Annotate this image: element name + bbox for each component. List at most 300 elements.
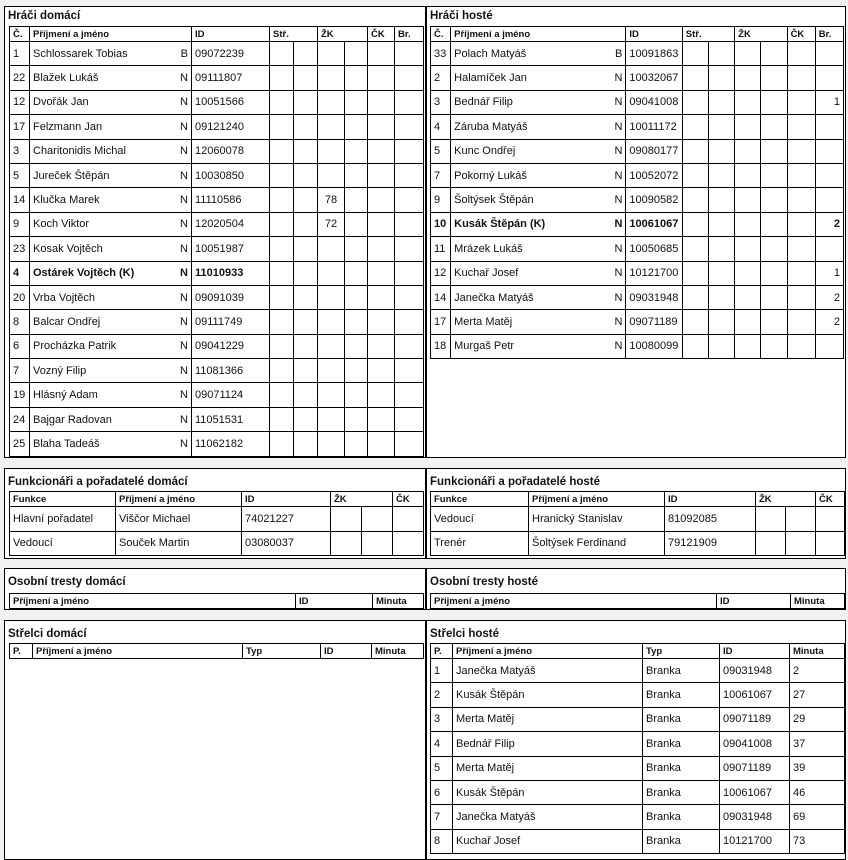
home-penalties-table: [9, 593, 424, 609]
goals-count: [395, 66, 424, 90]
away-officials-panel: [426, 468, 846, 559]
yellow-card-cell-2: [786, 507, 816, 532]
red-card-cell: [787, 115, 815, 139]
player-row: [10, 212, 424, 236]
goal-minute: 39: [790, 756, 845, 780]
player-id: 09111807: [192, 66, 270, 90]
goals-cell-1: [270, 310, 294, 334]
col-name: Příjmení a jméno: [10, 594, 296, 609]
player-number: 20: [10, 285, 30, 309]
player-position: B: [176, 42, 192, 66]
player-row: [431, 90, 844, 114]
player-number: 18: [431, 334, 451, 358]
red-card-cell: [368, 383, 395, 407]
col-no: Č.: [431, 27, 451, 42]
goals-cell-2: [708, 212, 734, 236]
goals-cell-2: [294, 237, 318, 261]
goals-cell-1: [682, 163, 708, 187]
player-number: 4: [431, 115, 451, 139]
goals-cell-1: [270, 139, 294, 163]
yellow-card-cell-2: [761, 261, 787, 285]
player-name: Balcar Ondřej: [30, 310, 176, 334]
player-id: 09041229: [192, 334, 270, 358]
away-officials-table: [430, 491, 845, 556]
home-penalties-panel: [4, 568, 426, 610]
col-ck: ČK: [787, 27, 815, 42]
goals-count: [395, 310, 424, 334]
yellow-card-cell-2: [345, 90, 368, 114]
player-number: 3: [10, 139, 30, 163]
yellow-card-minute: [318, 310, 345, 334]
official-row: [10, 531, 424, 556]
goals-count: [395, 334, 424, 358]
yellow-card-cell-2: [761, 188, 787, 212]
goals-cell-1: [682, 66, 708, 90]
official-id: 74021227: [242, 507, 331, 532]
col-str: Stř.: [682, 27, 734, 42]
player-row: [10, 334, 424, 358]
scorer-row: [431, 659, 845, 683]
red-card-cell: [787, 188, 815, 212]
player-row: [431, 42, 844, 66]
player-id: 09091039: [192, 285, 270, 309]
red-card-cell: [368, 261, 395, 285]
scorer-row: [431, 707, 845, 731]
player-row: [10, 90, 424, 114]
player-number: 6: [10, 334, 30, 358]
goals-cell-1: [270, 212, 294, 236]
col-name: Příjmení a jméno: [431, 594, 717, 609]
player-position: N: [176, 237, 192, 261]
yellow-card-minute: [318, 285, 345, 309]
player-position: N: [176, 115, 192, 139]
official-row: [431, 507, 845, 532]
goals-cell-1: [682, 212, 708, 236]
player-number: 5: [431, 139, 451, 163]
goal-type: Branka: [643, 829, 720, 853]
player-number: 9: [10, 212, 30, 236]
goals-count: [395, 42, 424, 66]
yellow-card-minute: [735, 285, 761, 309]
player-position: N: [610, 139, 626, 163]
home-officials-body: [10, 507, 424, 556]
player-position: N: [610, 334, 626, 358]
scorer-row: [431, 756, 845, 780]
col-name: Příjmení a jméno: [116, 492, 242, 507]
red-card-cell: [368, 115, 395, 139]
player-name: Dvořák Jan: [30, 90, 176, 114]
away-players-panel: [426, 6, 846, 458]
col-id: ID: [626, 27, 682, 42]
home-officials-title: Funkcionáři a pořadatelé domácí: [8, 476, 188, 488]
goal-minute: 29: [790, 707, 845, 731]
home-penalties-title: Osobní tresty domácí: [8, 576, 126, 588]
red-card-cell: [816, 531, 845, 556]
player-id: 09121240: [192, 115, 270, 139]
yellow-card-cell-2: [345, 66, 368, 90]
yellow-card-cell-2: [761, 90, 787, 114]
yellow-card-cell-2: [345, 115, 368, 139]
goals-count: 2: [815, 310, 843, 334]
player-position: N: [610, 261, 626, 285]
scorer-id: 09031948: [720, 659, 790, 683]
yellow-card-cell-2: [761, 212, 787, 236]
goals-count: [395, 163, 424, 187]
player-position: N: [176, 432, 192, 456]
red-card-cell: [368, 42, 395, 66]
red-card-cell: [787, 237, 815, 261]
goals-cell-2: [708, 42, 734, 66]
away-scorers-body: [431, 659, 845, 854]
table-header-row: [431, 594, 845, 609]
player-row: [431, 261, 844, 285]
player-position: N: [176, 66, 192, 90]
goals-count: [815, 163, 843, 187]
goals-count: 2: [815, 212, 843, 236]
yellow-card-minute: [735, 139, 761, 163]
official-name: Viščor Michael: [116, 507, 242, 532]
player-id: 11062182: [192, 432, 270, 456]
goals-count: [395, 115, 424, 139]
player-position: N: [610, 115, 626, 139]
player-row: [10, 42, 424, 66]
yellow-card-cell-2: [345, 261, 368, 285]
col-id: ID: [321, 644, 372, 659]
red-card-cell: [368, 285, 395, 309]
goals-cell-2: [294, 42, 318, 66]
red-card-cell: [368, 212, 395, 236]
goals-cell-2: [294, 285, 318, 309]
col-name: Příjmení a jméno: [453, 644, 643, 659]
away-scorers-panel: [426, 620, 846, 860]
red-card-cell: [787, 42, 815, 66]
player-position: N: [176, 212, 192, 236]
scorer-order: 5: [431, 756, 453, 780]
yellow-card-minute: [318, 261, 345, 285]
scorer-name: Janečka Matyáš: [453, 805, 643, 829]
player-number: 17: [431, 310, 451, 334]
player-row: [10, 407, 424, 431]
scorer-name: Kusák Štěpán: [453, 780, 643, 804]
player-position: N: [610, 237, 626, 261]
player-name: Šoltýsek Štěpán: [451, 188, 610, 212]
goal-type: Branka: [643, 707, 720, 731]
home-scorers-table: [9, 643, 424, 659]
col-type: Typ: [643, 644, 720, 659]
scorer-name: Bednář Filip: [453, 732, 643, 756]
player-number: 5: [10, 163, 30, 187]
player-id: 09071124: [192, 383, 270, 407]
goals-count: [815, 115, 843, 139]
goals-count: [395, 359, 424, 383]
goal-type: Branka: [643, 805, 720, 829]
player-name: Murgaš Petr: [451, 334, 610, 358]
scorer-id: 09031948: [720, 805, 790, 829]
col-id: ID: [296, 594, 373, 609]
away-players-table: [430, 26, 844, 359]
home-players-body: [10, 42, 424, 457]
away-penalties-table: [430, 593, 845, 609]
player-id: 09080177: [626, 139, 682, 163]
col-zk: ŽK: [756, 492, 816, 507]
player-id: 11081366: [192, 359, 270, 383]
player-id: 12020504: [192, 212, 270, 236]
yellow-card-cell-1: [756, 507, 786, 532]
player-name: Kusák Štěpán (K): [451, 212, 610, 236]
official-id: 03080037: [242, 531, 331, 556]
player-position: B: [610, 42, 626, 66]
yellow-card-minute: [735, 334, 761, 358]
col-type: Typ: [243, 644, 321, 659]
player-number: 10: [431, 212, 451, 236]
player-position: N: [176, 90, 192, 114]
player-row: [431, 212, 844, 236]
player-number: 24: [10, 407, 30, 431]
player-id: 09071189: [626, 310, 682, 334]
player-row: [10, 310, 424, 334]
goals-cell-1: [270, 261, 294, 285]
col-br: Br.: [395, 27, 424, 42]
col-minute: Minuta: [372, 644, 424, 659]
col-id: ID: [717, 594, 791, 609]
player-name: Halamíček Jan: [451, 66, 610, 90]
away-scorers-title: Střelci hosté: [430, 628, 500, 640]
player-position: N: [176, 383, 192, 407]
yellow-card-minute: [318, 115, 345, 139]
goals-cell-1: [682, 188, 708, 212]
goals-count: [395, 212, 424, 236]
red-card-cell: [368, 334, 395, 358]
red-card-cell: [368, 90, 395, 114]
goals-cell-1: [682, 139, 708, 163]
player-name: Hlásný Adam: [30, 383, 176, 407]
official-id: 81092085: [665, 507, 756, 532]
player-number: 1: [10, 42, 30, 66]
goals-cell-2: [294, 66, 318, 90]
goals-cell-1: [682, 237, 708, 261]
player-name: Klučka Marek: [30, 188, 176, 212]
player-row: [431, 237, 844, 261]
player-id: 09041008: [626, 90, 682, 114]
yellow-card-cell-2: [345, 212, 368, 236]
player-position: N: [176, 285, 192, 309]
yellow-card-minute: [318, 432, 345, 456]
player-id: 12060078: [192, 139, 270, 163]
player-name: Polach Matyáš: [451, 42, 610, 66]
goals-count: [395, 407, 424, 431]
player-number: 23: [10, 237, 30, 261]
player-position: N: [176, 334, 192, 358]
player-id: 09111749: [192, 310, 270, 334]
yellow-card-cell-2: [786, 531, 816, 556]
yellow-card-minute: [318, 66, 345, 90]
col-pos: [176, 27, 192, 42]
yellow-card-minute: [735, 188, 761, 212]
goal-minute: 73: [790, 829, 845, 853]
player-name: Felzmann Jan: [30, 115, 176, 139]
goals-cell-1: [682, 115, 708, 139]
scorer-order: 1: [431, 659, 453, 683]
goals-cell-1: [682, 334, 708, 358]
goals-cell-2: [708, 188, 734, 212]
scorer-order: 7: [431, 805, 453, 829]
official-role: Vedoucí: [431, 507, 529, 532]
col-name: Příjmení a jméno: [33, 644, 243, 659]
scorer-id: 09041008: [720, 732, 790, 756]
goal-minute: 27: [790, 683, 845, 707]
col-zk: ŽK: [318, 27, 368, 42]
table-header-row: [431, 492, 845, 507]
col-minute: Minuta: [791, 594, 845, 609]
player-row: [10, 188, 424, 212]
scorer-row: [431, 829, 845, 853]
goals-cell-1: [270, 359, 294, 383]
player-name: Koch Viktor: [30, 212, 176, 236]
col-name: Příjmení a jméno: [30, 27, 176, 42]
home-officials-table: [9, 491, 424, 556]
player-number: 7: [431, 163, 451, 187]
col-minute: Minuta: [373, 594, 424, 609]
player-row: [431, 285, 844, 309]
goal-type: Branka: [643, 732, 720, 756]
player-name: Mrázek Lukáš: [451, 237, 610, 261]
player-position: N: [610, 212, 626, 236]
yellow-card-cell-2: [345, 407, 368, 431]
red-card-cell: [816, 507, 845, 532]
col-name: Příjmení a jméno: [451, 27, 610, 42]
goals-cell-1: [270, 66, 294, 90]
player-name: Merta Matěj: [451, 310, 610, 334]
goal-minute: 37: [790, 732, 845, 756]
scorer-name: Merta Matěj: [453, 707, 643, 731]
player-position: N: [176, 310, 192, 334]
yellow-card-cell-1: [331, 507, 362, 532]
goals-cell-2: [294, 163, 318, 187]
yellow-card-minute: [735, 261, 761, 285]
goals-count: [395, 139, 424, 163]
scorer-order: 6: [431, 780, 453, 804]
yellow-card-cell-2: [345, 188, 368, 212]
scorer-order: 3: [431, 707, 453, 731]
red-card-cell: [787, 310, 815, 334]
player-id: 09072239: [192, 42, 270, 66]
player-id: 10051987: [192, 237, 270, 261]
home-scorers-panel: [4, 620, 426, 860]
scorer-order: 8: [431, 829, 453, 853]
goals-cell-1: [270, 42, 294, 66]
goals-cell-2: [708, 285, 734, 309]
player-id: 10091863: [626, 42, 682, 66]
player-name: Ostárek Vojtěch (K): [30, 261, 176, 285]
player-position: N: [610, 90, 626, 114]
goals-count: [815, 42, 843, 66]
goals-count: [395, 432, 424, 456]
player-name: Záruba Matyáš: [451, 115, 610, 139]
player-name: Bednář Filip: [451, 90, 610, 114]
player-position: N: [610, 163, 626, 187]
yellow-card-cell-2: [345, 310, 368, 334]
col-ck: ČK: [368, 27, 395, 42]
player-number: 7: [10, 359, 30, 383]
goals-cell-2: [294, 212, 318, 236]
red-card-cell: [368, 359, 395, 383]
goals-cell-1: [270, 163, 294, 187]
col-no: Č.: [10, 27, 30, 42]
col-ck: ČK: [393, 492, 424, 507]
player-id: 09031948: [626, 285, 682, 309]
player-row: [431, 66, 844, 90]
goals-count: [815, 139, 843, 163]
red-card-cell: [393, 531, 424, 556]
goals-count: [815, 188, 843, 212]
yellow-card-minute: [318, 359, 345, 383]
goals-count: 1: [815, 261, 843, 285]
player-id: 10090582: [626, 188, 682, 212]
col-id: ID: [192, 27, 270, 42]
yellow-card-minute: 72: [318, 212, 345, 236]
red-card-cell: [368, 66, 395, 90]
player-id: 10061067: [626, 212, 682, 236]
red-card-cell: [368, 310, 395, 334]
player-row: [431, 139, 844, 163]
scorer-name: Merta Matěj: [453, 756, 643, 780]
yellow-card-cell-2: [345, 334, 368, 358]
yellow-card-minute: [735, 212, 761, 236]
away-penalties-panel: [426, 568, 846, 610]
player-row: [10, 163, 424, 187]
goals-cell-2: [708, 139, 734, 163]
yellow-card-minute: [735, 115, 761, 139]
col-p: P.: [10, 644, 33, 659]
player-row: [431, 188, 844, 212]
yellow-card-cell-2: [761, 310, 787, 334]
goals-cell-1: [682, 42, 708, 66]
player-number: 14: [10, 188, 30, 212]
red-card-cell: [368, 237, 395, 261]
yellow-card-minute: [318, 383, 345, 407]
goals-cell-2: [294, 407, 318, 431]
col-role: Funkce: [431, 492, 529, 507]
red-card-cell: [787, 163, 815, 187]
home-players-panel: [4, 6, 426, 458]
player-name: Janečka Matyáš: [451, 285, 610, 309]
table-header-row: [431, 644, 845, 659]
player-position: N: [610, 188, 626, 212]
goals-cell-2: [708, 66, 734, 90]
player-name: Bajgar Radovan: [30, 407, 176, 431]
yellow-card-cell-2: [761, 334, 787, 358]
yellow-card-cell-2: [761, 237, 787, 261]
col-minute: Minuta: [790, 644, 845, 659]
official-role: Vedoucí: [10, 531, 116, 556]
goals-cell-2: [294, 261, 318, 285]
goals-count: [815, 66, 843, 90]
player-number: 19: [10, 383, 30, 407]
yellow-card-cell-2: [761, 163, 787, 187]
goals-cell-2: [294, 432, 318, 456]
official-role: Hlavní pořadatel: [10, 507, 116, 532]
player-row: [10, 285, 424, 309]
player-name: Jureček Štěpán: [30, 163, 176, 187]
col-str: Stř.: [270, 27, 318, 42]
player-position: N: [176, 261, 192, 285]
player-number: 11: [431, 237, 451, 261]
scorer-id: 09071189: [720, 756, 790, 780]
player-number: 9: [431, 188, 451, 212]
scorer-order: 2: [431, 683, 453, 707]
goals-cell-1: [270, 432, 294, 456]
player-number: 25: [10, 432, 30, 456]
